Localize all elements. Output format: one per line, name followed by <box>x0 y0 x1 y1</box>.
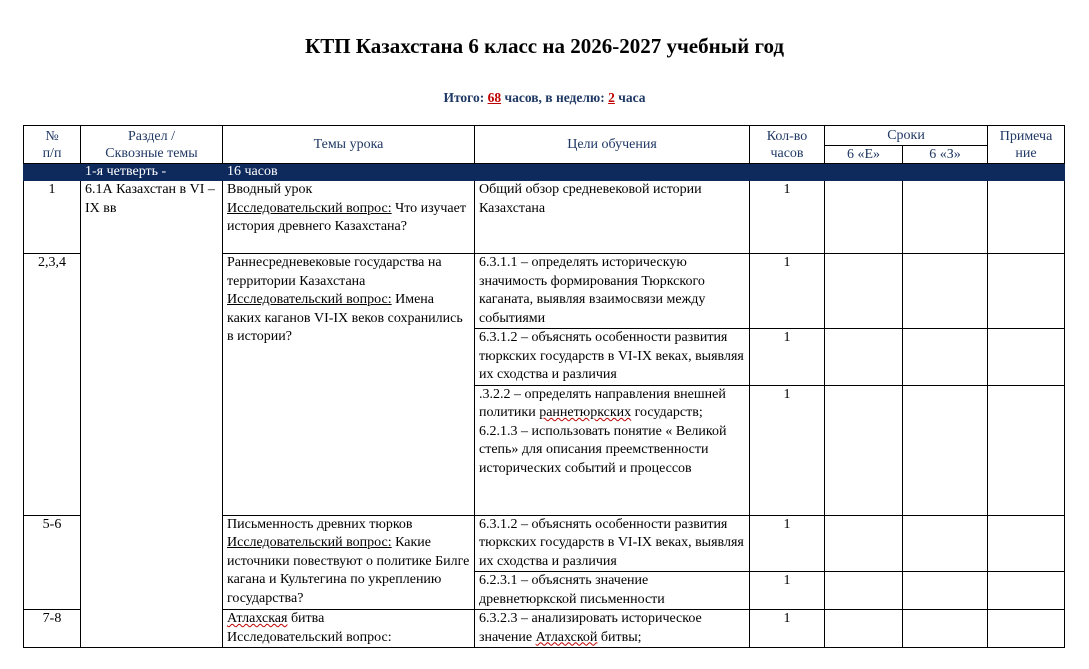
goal-cell: 6.3.2.3 – анализировать историческое значение Атлахской битвы; <box>475 610 750 648</box>
date-z-cell <box>903 181 988 254</box>
topic-title: Вводный урок <box>227 182 313 197</box>
date-z-cell <box>903 254 988 329</box>
goal-cell: 6.3.1.2 – объяснять особенности развития тюркских государств в VI-IX веках, выявляя их сходства и различия <box>475 515 750 572</box>
hours-cell: 1 <box>750 385 825 515</box>
date-z-cell <box>903 515 988 572</box>
ktp-table <box>23 125 1065 648</box>
header-dates: Сроки <box>825 126 988 146</box>
date-z-cell <box>903 329 988 386</box>
hours-cell: 1 <box>750 329 825 386</box>
goal-cell: .3.2.2 – определять направления внешней политики раннетюркских государств; 6.2.1.3 – использовать понятие « Великой степь» для описания преемственности исторических событий и процессов <box>475 385 750 515</box>
table-header-row-1 <box>24 126 1065 146</box>
notes-cell <box>988 385 1065 515</box>
hours-cell: 1 <box>750 181 825 254</box>
table-row <box>24 181 1065 254</box>
topic-cell <box>223 254 475 516</box>
research-question-label: Исследовательский вопрос: <box>227 200 392 216</box>
totals-mid: часов, в неделю: <box>501 90 609 105</box>
header-date-z: 6 «З» <box>903 146 988 164</box>
topic-cell: Атлахская битва Исследовательский вопрос: <box>223 610 475 648</box>
research-question: Имена каких каганов VI-IX веков сохранились в истории? <box>227 292 463 344</box>
hours-cell: 1 <box>750 572 825 610</box>
quarter-label: 1-я четверть - <box>81 164 223 181</box>
header-goals: Цели обучения <box>475 126 750 164</box>
date-z-cell <box>903 572 988 610</box>
weekly-hours: 2 <box>608 90 615 105</box>
date-e-cell <box>825 181 903 254</box>
notes-cell <box>988 181 1065 254</box>
total-hours: 68 <box>487 90 502 105</box>
header-number: № п/п <box>24 126 81 164</box>
hours-cell: 1 <box>750 254 825 329</box>
date-e-cell <box>825 610 903 648</box>
row-number: 1 <box>24 181 81 254</box>
date-z-cell <box>903 385 988 515</box>
research-question-label: Исследовательский вопрос: <box>227 292 392 307</box>
hours-cell: 1 <box>750 515 825 572</box>
row-number: 2,3,4 <box>24 254 81 516</box>
quarter-hours: 16 часов <box>223 164 475 181</box>
date-e-cell <box>825 254 903 329</box>
notes-cell <box>988 329 1065 386</box>
header-topics: Темы урока <box>223 126 475 164</box>
totals-suffix: часа <box>614 90 646 105</box>
page-title: КТП Казахстана 6 класс на 2026-2027 учебный год <box>304 34 784 58</box>
header-section: Раздел / Сквозные темы <box>81 126 223 164</box>
goal-cell: Общий обзор средневековой истории Казахстана <box>475 181 750 254</box>
goal-cell: 6.2.3.1 – объяснять значение древнетюркской письменности <box>475 572 750 610</box>
header-notes: Примеча ние <box>988 126 1065 164</box>
research-question-label: Исследовательский вопрос: <box>227 629 392 645</box>
header-date-e: 6 «Е» <box>825 146 903 164</box>
date-e-cell <box>825 572 903 610</box>
research-question: Какие источники повествуют о политике Билге кагана и Культегина по укреплению государства? <box>227 535 470 606</box>
topic-cell <box>223 181 475 254</box>
notes-cell <box>988 610 1065 648</box>
hours-cell: 1 <box>750 610 825 648</box>
row-number: 7-8 <box>24 610 81 648</box>
notes-cell <box>988 254 1065 329</box>
topic-title: Раннесредневековые государства на территории Казахстана <box>227 255 442 289</box>
notes-cell <box>988 572 1065 610</box>
row-number: 5-6 <box>24 515 81 610</box>
totals-prefix: Итого: <box>443 90 488 105</box>
notes-cell <box>988 515 1065 572</box>
goal-cell: 6.3.1.1 – определять историческую значимость формирования Тюркского каганата, выявляя взаимосвязи между событиями <box>475 254 750 329</box>
date-z-cell <box>903 610 988 648</box>
research-question: Что изучает история древнего Казахстана? <box>227 200 466 234</box>
goal-cell: 6.3.1.2 – объяснять особенности развития тюркских государств в VI-IX веках, выявляя их сходства и различия <box>475 329 750 386</box>
research-question-label: Исследовательский вопрос: <box>227 535 392 550</box>
topic-cell <box>223 515 475 610</box>
totals-line <box>0 90 1089 106</box>
header-hours: Кол-во часов <box>750 126 825 164</box>
topic-title: Атлахская <box>227 611 288 626</box>
quarter-row <box>24 164 1065 181</box>
date-e-cell <box>825 515 903 572</box>
topic-title: Письменность древних тюрков <box>227 516 413 532</box>
section-cell: 6.1А Казахстан в VI – IX вв <box>81 181 223 648</box>
date-e-cell <box>825 329 903 386</box>
date-e-cell <box>825 385 903 515</box>
